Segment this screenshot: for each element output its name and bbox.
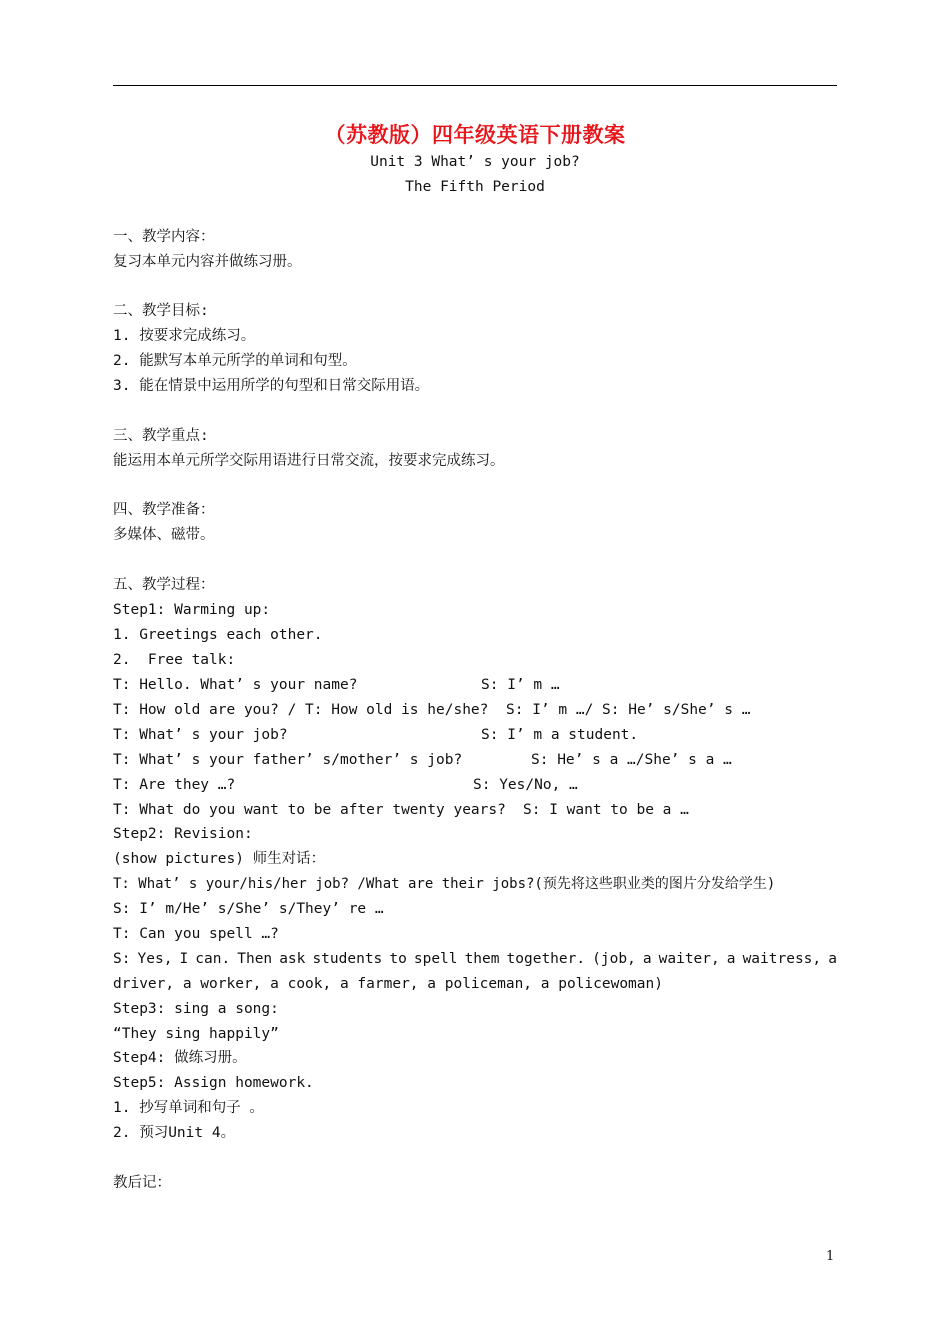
document-title: （苏教版）四年级英语下册教案 — [324, 123, 626, 147]
dialogue-teacher-line: T: What’ s your father’ s/mother’ s job? — [113, 752, 463, 768]
greetings-line: 1. Greetings each other. — [113, 627, 323, 643]
focus-text: 能运用本单元所学交际用语进行日常交流，按要求完成练习。 — [113, 453, 505, 469]
dialogue-teacher-line: T: What do you want to be after twenty years? — [113, 802, 506, 818]
prep-heading: 四、教学准备： — [113, 502, 215, 518]
word: a — [828, 951, 837, 967]
process-heading: 五、教学过程： — [113, 577, 215, 593]
dialogue-student-line: S: He’ s a …/She’ s a … — [531, 752, 732, 768]
word: S: — [113, 951, 131, 967]
word: a — [726, 951, 736, 967]
word: waiter, — [658, 951, 720, 967]
step1-heading: Step1: Warming up: — [113, 602, 271, 618]
free-talk-line: 2. Free talk: — [113, 652, 236, 668]
goal-item: 2. 能默写本单元所学的单词和句型。 — [113, 353, 357, 369]
content-text: 复习本单元内容并做练习册。 — [113, 254, 302, 270]
afterword-heading: 教后记： — [113, 1175, 171, 1191]
dialogue-teacher-line: T: Are they …? — [113, 777, 236, 793]
dialogue-teacher-line: T: What’ s your job? — [113, 727, 288, 743]
step5-heading: Step5: Assign homework. — [113, 1075, 314, 1091]
word: (job, — [592, 951, 636, 967]
word: can. — [195, 951, 231, 967]
prep-text: 多媒体、磁带。 — [113, 527, 215, 543]
word: ask — [279, 951, 306, 967]
word: waitress, — [742, 951, 822, 967]
dialogue-teacher-line: T: Hello. What’ s your name? — [113, 677, 358, 693]
show-pictures-line: (show pictures) 师生对话： — [113, 851, 326, 867]
word: them — [464, 951, 500, 967]
period-title: The Fifth Period — [405, 179, 545, 195]
goal-item: 1. 按要求完成练习。 — [113, 328, 256, 344]
dialogue-student-line: S: Yes/No, … — [473, 777, 578, 793]
spell-answer-line-2: driver, a worker, a cook, a farmer, a policeman, a policewoman) — [113, 976, 663, 992]
step4-heading: Step4: 做练习册。 — [113, 1050, 247, 1066]
focus-heading: 三、教学重点: — [113, 428, 209, 444]
dialogue-student-line: S: I’ m …/ S: He’ s/She’ s … — [506, 702, 751, 718]
revision-answer: S: I’ m/He’ s/She’ s/They’ re … — [113, 901, 384, 917]
song-title: “They sing happily” — [113, 1026, 279, 1042]
spell-answer-line — [113, 949, 837, 969]
homework-item: 1. 抄写单词和句子 。 — [113, 1100, 264, 1116]
step2-heading: Step2: Revision: — [113, 826, 253, 842]
content-heading: 一、教学内容： — [113, 229, 215, 245]
goal-item: 3. 能在情景中运用所学的句型和日常交际用语。 — [113, 378, 430, 394]
word: a — [642, 951, 652, 967]
word: to — [389, 951, 407, 967]
word: I — [179, 951, 189, 967]
word: Then — [237, 951, 273, 967]
header-rule — [113, 85, 837, 86]
revision-question: T: What’ s your/his/her job? /What are their jobs?(预先将这些职业类的图片分发给学生) — [113, 876, 776, 892]
word: together. — [506, 951, 586, 967]
dialogue-student-line: S: I’ m a student. — [481, 727, 639, 743]
unit-title: Unit 3 What’ s your job? — [370, 154, 580, 170]
word: spell — [413, 951, 458, 967]
spell-question: T: Can you spell …? — [113, 926, 279, 942]
word: students — [312, 951, 383, 967]
dialogue-student-line: S: I’ m … — [481, 677, 560, 693]
step3-heading: Step3: sing a song: — [113, 1001, 279, 1017]
goals-heading: 二、教学目标: — [113, 303, 209, 319]
page-number: 1 — [826, 1249, 835, 1264]
homework-item: 2. 预习Unit 4。 — [113, 1125, 236, 1141]
dialogue-student-line: S: I want to be a … — [523, 802, 689, 818]
word: Yes, — [137, 951, 173, 967]
dialogue-teacher-line: T: How old are you? / T: How old is he/she? — [113, 702, 489, 718]
